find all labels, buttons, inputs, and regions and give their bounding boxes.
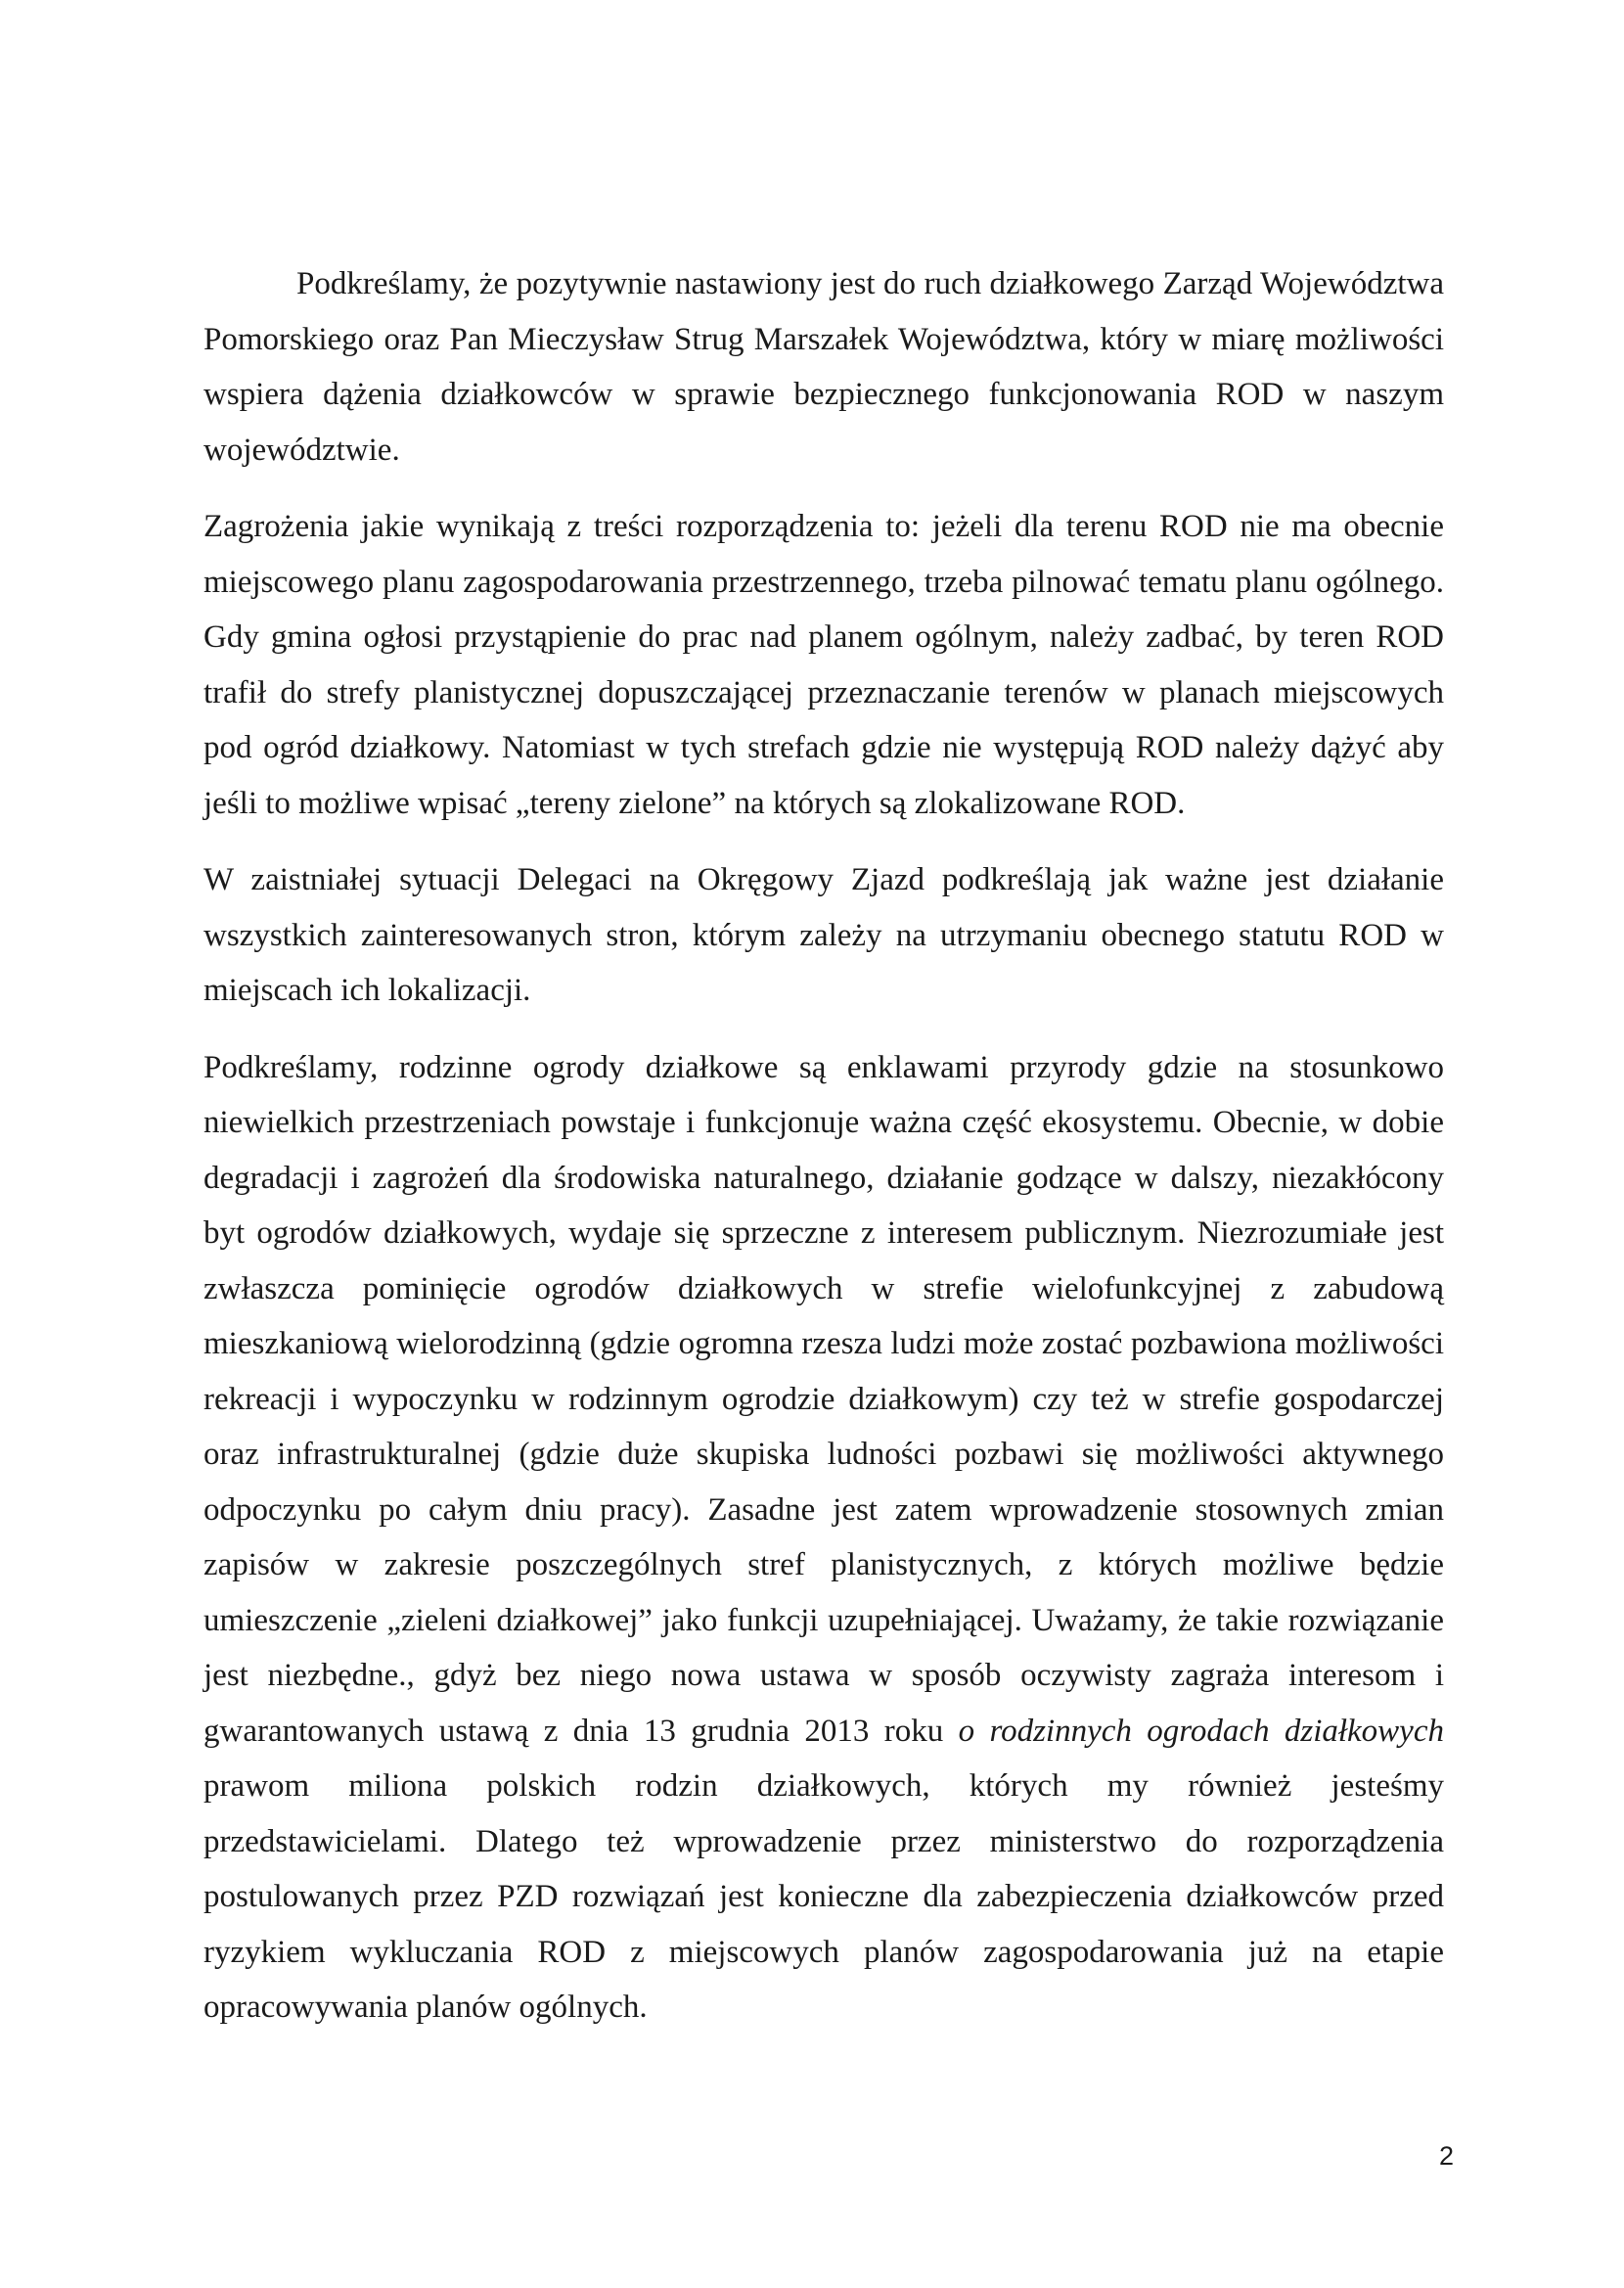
act-title-italic: o rodzinnych ogrodach działkowych xyxy=(958,1713,1444,1749)
paragraph-2: Zagrożenia jakie wynikają z treści rozporządzenia to: jeżeli dla terenu ROD nie ma obecnie miejscowego planu zagospodarowania przestrzennego, trzeba pilnować tematu planu ogólnego. Gdy gmina ogłosi przystąpienie do prac nad planem ogólnym, należy zadbać, by teren ROD trafił do strefy planistycznej dopuszczającej przeznaczanie terenów w planach miejscowych pod ogród działkowy. Natomiast w tych strefach gdzie nie występują ROD należy dążyć aby jeśli to możliwe wpisać „tereny zielone” na których są zlokalizowane ROD. xyxy=(203,509,1444,821)
paragraph-4 xyxy=(203,1040,1444,2036)
paragraph-1: Podkreślamy, że pozytywnie nastawiony jest do ruch działkowego Zarząd Województwa Pomorskiego oraz Pan Mieczysław Strug Marszałek Województwa, który w miarę możliwości wspiera dążenia działkowców w sprawie bezpiecznego funkcjonowania ROD w naszym województwie. xyxy=(203,266,1444,468)
paragraph-4-text-end: prawom miliona polskich rodzin działkowych, których my również jesteśmy przedstawicielami. Dlatego też wprowadzenie przez ministerstwo do rozporządzenia postulowanych przez PZD rozwiązań jest konieczne dla zabezpieczenia działkowców przed ryzykiem wykluczania ROD z miejscowych planów zagospodarowania już na etapie opracowywania planów ogólnych. xyxy=(203,1768,1444,2025)
paragraph-4-text-start: Podkreślamy, rodzinne ogrody działkowe są enklawami przyrody gdzie na stosunkowo niewielkich przestrzeniach powstaje i funkcjonuje ważna część ekosystemu. Obecnie, w dobie degradacji i zagrożeń dla środowiska naturalnego, działanie godzące w dalszy, niezakłócony byt ogrodów działkowych, wydaje się sprzeczne z interesem publicznym. Niezrozumiałe jest zwłaszcza pominięcie ogrodów działkowych w strefie wielofunkcyjnej z zabudową mieszkaniową wielorodzinną (gdzie ogromna rzesza ludzi może zostać pozbawiona możliwości rekreacji i wypoczynku w rodzinnym ogrodzie działkowym) czy też w strefie gospodarczej oraz infrastrukturalnej (gdzie duże skupiska ludności pozbawi się możliwości aktywnego odpoczynku po całym dniu pracy). Zasadne jest zatem wprowadzenie stosownych zmian zapisów w zakresie poszczególnych stref planistycznych, z których możliwe będzie umieszczenie „zieleni działkowej” jako funkcji uzupełniającej. Uważamy, że takie rozwiązanie jest niezbędne., gdyż bez niego nowa ustawa w sposób oczywisty zagraża interesom i gwarantowanych ustawą z dnia 13 grudnia 2013 roku xyxy=(203,1049,1444,1749)
document-body xyxy=(203,256,1444,2057)
paragraph-3: W zaistniałej sytuacji Delegaci na Okręgowy Zjazd podkreślają jak ważne jest działanie wszystkich zainteresowanych stron, którym zależy na utrzymaniu obecnego statutu ROD w miejscach ich lokalizacji. xyxy=(203,862,1444,1008)
page-number: 2 xyxy=(1438,2141,1454,2171)
